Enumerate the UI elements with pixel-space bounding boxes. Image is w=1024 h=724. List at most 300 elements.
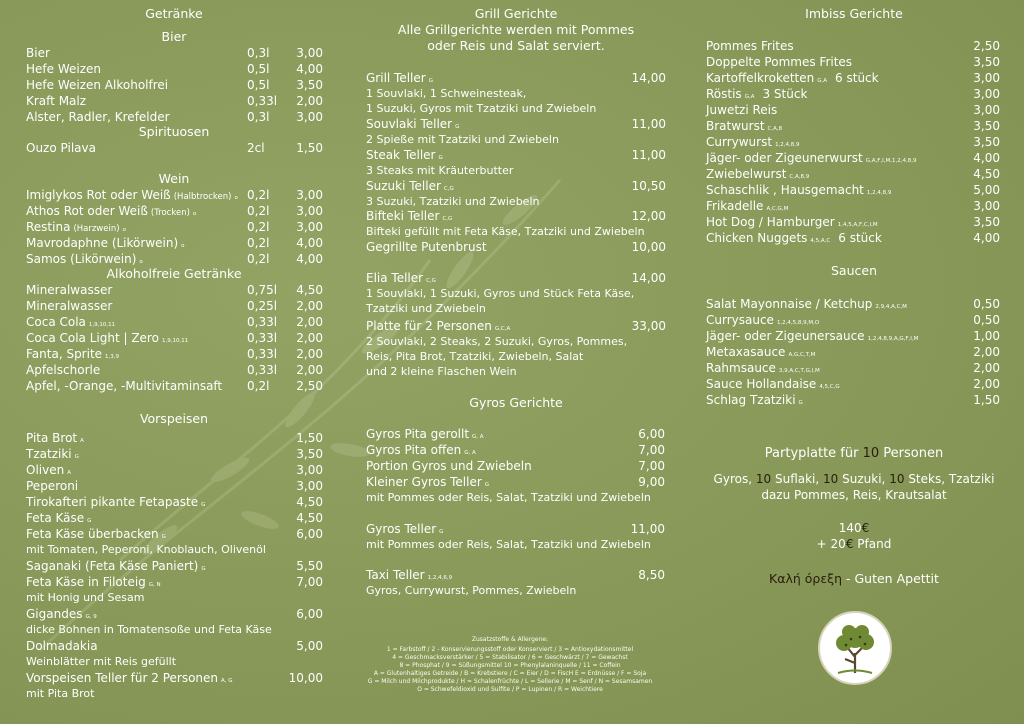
allergen-codes: o	[139, 259, 143, 265]
item-price: 3,00	[973, 103, 1000, 117]
item-price: 3,00	[296, 479, 323, 493]
allergen-codes: o	[192, 211, 197, 217]
allergen-codes: A, G	[221, 678, 233, 684]
item-name: Pommes Frites	[706, 39, 794, 53]
menu-item	[26, 378, 323, 394]
item-name: Bratwurst C,A,8	[706, 119, 783, 133]
item-price: 11,00	[631, 117, 666, 131]
item-note: (Harzwein)	[73, 224, 120, 234]
allergen-codes: G	[439, 529, 444, 535]
item-volume: 0,2l	[247, 188, 270, 202]
allergen-codes: o	[234, 195, 238, 201]
allergen-codes: G	[201, 502, 206, 508]
menu-item	[26, 187, 323, 203]
item-price: 6,00	[296, 607, 323, 621]
item-volume: 0,33l	[247, 363, 278, 377]
menu-item	[26, 140, 323, 156]
item-price: 3,00	[973, 71, 1000, 85]
item-price: 0,50	[973, 313, 1000, 327]
item-name: Elia Teller C,G	[366, 271, 436, 285]
allergen-codes: o	[181, 243, 185, 249]
item-name: Kartoffelkroketten G,A 6 stück	[706, 71, 879, 85]
allergen-codes: G	[484, 482, 490, 488]
item-price: 3,00	[973, 87, 1000, 101]
item-price: 7,00	[638, 443, 665, 457]
allergen-codes: 1,9,10,11	[161, 338, 189, 344]
menu-item	[26, 314, 323, 330]
item-name: Dolmadakia	[26, 639, 98, 653]
allergen-codes: 1,2,4,6,9	[427, 575, 453, 581]
item-name: Gyros Teller G	[366, 522, 444, 536]
allergen-codes: o	[122, 227, 126, 233]
item-name: Suzuki Teller C,G	[366, 179, 454, 193]
menu-item	[366, 318, 666, 334]
item-name: Coca Cola 1,9,10,11	[26, 315, 116, 329]
item-price: 7,00	[296, 575, 323, 589]
item-description: 2 Souvlaki, 2 Steaks, 2 Suzuki, Gyros, Pommes,	[366, 335, 628, 348]
item-price: 3,00	[296, 204, 323, 218]
item-price: 11,00	[630, 522, 665, 536]
menu-item	[26, 251, 323, 267]
item-price: 1,50	[296, 141, 323, 155]
legend-line: G = Milch und Milchprodukte / H = Schalenfrüchte / L = Sellerie / M = Senf / N = Sesamsamen	[367, 678, 653, 685]
allergen-codes: G, 9	[85, 614, 97, 620]
menu-item	[706, 70, 1000, 86]
olive-tree-logo	[818, 611, 892, 685]
allergen-codes: C,G	[442, 216, 453, 222]
item-name: Feta Käse in Filoteig G, N	[26, 575, 161, 589]
item-price: 2,00	[296, 331, 323, 345]
menu-item	[26, 494, 323, 510]
menu-item	[26, 638, 323, 654]
menu-item	[706, 166, 1000, 182]
menu-item	[706, 376, 1000, 392]
allergen-codes: G	[428, 78, 433, 84]
subsection-spirits: Spirituosen	[138, 124, 210, 139]
item-description: 3 Suzuki, Tzatziki und Zwiebeln	[366, 195, 540, 208]
item-description: mit Tomaten, Peperoni, Knoblauch, Olivenöl	[26, 543, 266, 556]
item-price: 14,00	[631, 271, 666, 285]
item-volume: 0,5l	[247, 62, 270, 76]
section-title-snacks: Imbiss Gerichte	[805, 6, 903, 21]
item-name: Schaschlik , Hausgemacht 1,2,4,8,9	[706, 183, 892, 197]
menu-item	[706, 230, 1000, 246]
item-volume: 0,2l	[247, 220, 270, 234]
item-price: 6,00	[296, 527, 323, 541]
menu-item	[26, 478, 323, 494]
item-volume: 0,3l	[247, 110, 270, 124]
item-name: Apfel, -Orange, -Multivitaminsaft	[26, 379, 223, 393]
item-price: 4,00	[973, 231, 1000, 245]
item-name: Mavrodaphne (Likörwein) o	[26, 236, 185, 250]
item-name: Kraft Malz	[26, 94, 87, 108]
menu-item	[26, 235, 323, 251]
allergen-codes: G, A	[472, 434, 484, 440]
item-price: 4,00	[296, 252, 323, 266]
allergen-codes: G	[201, 566, 206, 572]
section-title-gyros: Gyros Gerichte	[469, 395, 563, 410]
item-name: Oliven A	[26, 463, 71, 477]
menu-item	[706, 150, 1000, 166]
menu-item	[706, 134, 1000, 150]
allergen-codes: G	[74, 454, 79, 460]
allergen-codes: G,C,A	[494, 326, 511, 332]
item-name: Apfelschorle	[26, 363, 101, 377]
item-price: 5,00	[296, 639, 323, 653]
allergen-codes: G, N	[148, 582, 161, 588]
menu-item	[26, 93, 323, 109]
item-price: 9,00	[638, 475, 665, 489]
item-name: Platte für 2 Personen G,C,A	[366, 319, 511, 333]
item-price: 8,50	[638, 568, 665, 582]
item-price: 3,50	[296, 447, 323, 461]
item-price: 0,50	[973, 297, 1000, 311]
item-name: Bier	[26, 46, 50, 60]
menu-item	[26, 282, 323, 298]
grill-intro-line2: oder Reis und Salat serviert.	[427, 38, 605, 53]
item-price: 2,00	[973, 361, 1000, 375]
menu-item	[366, 70, 666, 86]
allergen-codes: 1,4,5,A,F,C,I,M	[837, 222, 878, 228]
menu-item	[26, 109, 323, 125]
allergen-codes: G	[438, 155, 443, 161]
item-price: 3,00	[973, 199, 1000, 213]
item-name: Jäger- oder Zigeunersauce 1,2,4,8,9,A,G,F,I,M	[706, 329, 919, 343]
item-name: Pita Brot A	[26, 431, 84, 445]
item-volume: 0,5l	[247, 78, 270, 92]
item-price: 2,50	[296, 379, 323, 393]
menu-item	[706, 86, 1000, 102]
item-name: Peperoni	[26, 479, 79, 493]
item-price: 2,00	[296, 94, 323, 108]
menu-item	[26, 362, 323, 378]
menu-item	[706, 296, 1000, 312]
section-title-starters: Vorspeisen	[139, 411, 209, 426]
item-price: 4,50	[296, 495, 323, 509]
party-platter-contents: Gyros, 10 Suflaki, 10 Suzuki, 10 Steks, Tzatziki	[713, 472, 995, 486]
menu-item	[706, 182, 1000, 198]
allergen-legend	[360, 636, 660, 694]
menu-item	[366, 270, 666, 286]
allergen-codes: C,G	[426, 278, 436, 284]
party-platter-sides: dazu Pommes, Reis, Krautsalat	[761, 488, 947, 502]
item-description: mit Pommes oder Reis, Salat, Tzatziki und Zwiebeln	[366, 491, 651, 504]
item-price: 3,50	[973, 119, 1000, 133]
item-name: Mineralwasser	[26, 283, 113, 297]
item-name: Restina (Harzwein) o	[26, 220, 126, 234]
item-name: Currywurst 1,2,4,8,9	[706, 135, 800, 149]
menu-item	[706, 312, 1000, 328]
item-name: Feta Käse überbacken G	[26, 527, 166, 541]
menu-item	[706, 392, 1000, 408]
section-title-drinks: Getränke	[145, 6, 203, 21]
menu-item	[26, 219, 323, 235]
party-platter-price: 140€	[838, 521, 870, 535]
menu-item	[26, 558, 323, 574]
menu-item	[26, 45, 323, 61]
item-volume: 0,25l	[247, 299, 278, 313]
item-name: Gegrillte Putenbrust	[366, 240, 487, 254]
item-quantity: 6 stück	[838, 231, 882, 245]
menu-item	[366, 567, 665, 583]
allergen-codes: G	[798, 400, 803, 406]
item-price: 5,00	[973, 183, 1000, 197]
item-description: mit Pommes oder Reis, Salat, Tzatziki und Zwiebeln	[366, 538, 651, 551]
item-name: Hefe Weizen Alkoholfrei	[26, 78, 169, 92]
allergen-codes: 1,2,4,8,9	[775, 142, 800, 148]
menu-item	[26, 446, 323, 462]
item-price: 3,00	[296, 110, 323, 124]
item-name: Taxi Teller 1,2,4,6,9	[366, 568, 453, 582]
item-name: Hot Dog / Hamburger 1,4,5,A,F,C,I,M	[706, 215, 878, 229]
item-price: 3,50	[973, 55, 1000, 69]
item-price: 12,00	[631, 209, 666, 223]
item-name: Mineralwasser	[26, 299, 113, 313]
allergen-codes: C,A,8,9	[789, 174, 810, 180]
item-name: Imiglykos Rot oder Weiß (Halbtrocken) o	[26, 188, 238, 202]
menu-item	[26, 61, 323, 77]
menu-item	[706, 360, 1000, 376]
menu-item	[366, 426, 665, 442]
item-price: 4,00	[973, 151, 1000, 165]
item-name: Salat Mayonnaise / Ketchup 2,9,4,A,C,M	[706, 297, 907, 311]
item-name: Jäger- oder Zigeunerwurst G,A,F,I,M,1,2,4,8,9	[706, 151, 917, 165]
item-name: Ouzo Pilava	[26, 141, 96, 155]
item-name: Coca Cola Light | Zero 1,9,10,11	[26, 331, 189, 345]
item-price: 2,00	[973, 377, 1000, 391]
item-note: (Halbtrocken)	[173, 192, 232, 202]
item-name: Schlag Tzatziki G	[706, 393, 803, 407]
allergen-codes: A,G,C,T,M	[788, 352, 816, 358]
item-price: 1,50	[973, 393, 1000, 407]
subsection-soft-drinks: Alkoholfreie Getränke	[106, 266, 242, 281]
item-price: 2,00	[296, 363, 323, 377]
menu-item	[706, 54, 1000, 70]
item-name: Steak Teller G	[366, 148, 443, 162]
menu-item	[26, 462, 323, 478]
legend-line: O = Schwefeldioxid und Sulfite / P = Lupinen / R = Weichtiere	[417, 686, 603, 693]
item-price: 3,00	[296, 46, 323, 60]
item-name: Tirokafteri pikante Fetapaste G	[26, 495, 206, 509]
menu-item	[706, 198, 1000, 214]
section-title-sauces: Saucen	[830, 263, 877, 278]
item-note: (Trocken)	[150, 208, 190, 218]
item-price: 2,00	[296, 347, 323, 361]
allergen-codes: G,A	[817, 78, 828, 84]
item-price: 3,00	[296, 220, 323, 234]
menu-item	[26, 298, 323, 314]
allergen-codes: G, A	[464, 450, 476, 456]
item-price: 10,00	[288, 671, 323, 685]
item-price: 4,00	[296, 62, 323, 76]
item-name: Athos Rot oder Weiß (Trocken) o	[26, 204, 197, 218]
allergen-codes: G,A,F,I,M,1,2,4,8,9	[865, 158, 917, 164]
menu-item	[26, 606, 323, 622]
menu-item	[26, 510, 323, 526]
menu-item	[26, 430, 323, 446]
grill-intro-line1: Alle Grillgerichte werden mit Pommes	[397, 22, 635, 37]
item-price: 4,00	[296, 236, 323, 250]
item-name: Gyros Pita offen G, A	[366, 443, 476, 457]
item-quantity: 3 Stück	[762, 87, 808, 101]
menu-item	[366, 178, 666, 194]
item-volume: 0,2l	[247, 236, 270, 250]
item-volume: 0,33l	[247, 331, 278, 345]
item-price: 3,50	[296, 78, 323, 92]
item-description: Bifteki gefüllt mit Feta Käse, Tzatziki und Zwiebeln	[366, 225, 645, 238]
item-description: mit Honig und Sesam	[26, 591, 145, 604]
item-description: 1 Suzuki, Gyros mit Tzatziki und Zwiebeln	[366, 102, 597, 115]
item-price: 4,50	[973, 167, 1000, 181]
item-volume: 0,33l	[247, 94, 278, 108]
olive-tree-icon	[820, 613, 890, 683]
item-description: 1 Souvlaki, 1 Suzuki, Gyros und Stück Feta Käse,	[366, 287, 635, 300]
allergen-codes: 1,9,10,11	[88, 322, 116, 328]
allergen-codes: 1,2,4,8,9	[866, 190, 892, 196]
item-name: Juwetzi Reis	[706, 103, 778, 117]
item-volume: 0,2l	[247, 204, 270, 218]
section-title-grill: Grill Gerichte	[474, 6, 558, 21]
menu-item	[366, 458, 665, 474]
item-description: mit Pita Brot	[26, 687, 95, 700]
menu-item	[366, 116, 666, 132]
item-name: Sauce Hollandaise 4,5,C,G	[706, 377, 840, 391]
item-name: Vorspeisen Teller für 2 Personen A, G	[26, 671, 233, 685]
subsection-beer: Bier	[161, 29, 187, 44]
legend-line: 4 = Geschmacksverstärker / 5 = Stabilisator / 6 = Geschwärzt / 7 = Gewachst	[392, 654, 628, 661]
item-name: Frikadelle A,C,G,M	[706, 199, 789, 213]
allergen-codes: 1,2,4,8,9,A,G,F,I,M	[867, 336, 919, 342]
item-name: Alster, Radler, Krefelder	[26, 110, 170, 124]
allergen-codes: 1,2,4,5,8,9,M,O	[776, 320, 820, 326]
item-price: 2,00	[296, 315, 323, 329]
item-price: 6,00	[638, 427, 665, 441]
menu-item	[26, 77, 323, 93]
allergen-codes: A	[67, 470, 71, 476]
item-price: 1,50	[296, 431, 323, 445]
item-description: dicke Bohnen in Tomatensoße und Feta Käse	[26, 623, 272, 636]
allergen-codes: C,A,8	[767, 126, 783, 132]
allergen-codes: 4,5,A,C	[810, 238, 831, 244]
item-name: Grill Teller G	[366, 71, 433, 85]
allergen-codes: 3,9,A,C,T,G,I,M	[778, 368, 820, 374]
item-description: Gyros, Currywurst, Pommes, Zwiebeln	[366, 584, 577, 597]
item-name: Currysauce 1,2,4,5,8,9,M,O	[706, 313, 820, 327]
item-name: Feta Käse G	[26, 511, 92, 525]
item-name: Saganaki (Feta Käse Paniert) G	[26, 559, 206, 573]
item-price: 3,50	[973, 215, 1000, 229]
item-name: Bifteki Teller C,G	[366, 209, 453, 223]
subsection-wine: Wein	[158, 171, 190, 186]
item-volume: 2cl	[247, 141, 265, 155]
menu-item	[366, 208, 666, 224]
item-price: 5,50	[296, 559, 323, 573]
item-price: 3,00	[296, 463, 323, 477]
allergen-codes: G,A	[744, 94, 755, 100]
item-name: Rahmsauce 3,9,A,C,T,G,I,M	[706, 361, 820, 375]
item-price: 33,00	[631, 319, 666, 333]
menu-item	[366, 442, 665, 458]
menu-item	[26, 330, 323, 346]
allergen-codes: 1,3,9	[105, 354, 120, 360]
legend-line: A = Glutenhaltiges Getreide / B = Krebstiere / C = Eier / D = FiscH E = Erdnüsse / F = Soja	[373, 670, 647, 677]
menu-item	[26, 203, 323, 219]
item-price: 11,00	[631, 148, 666, 162]
item-name: Hefe Weizen	[26, 62, 101, 76]
item-name: Samos (Likörwein) o	[26, 252, 143, 266]
menu-item	[366, 474, 665, 490]
item-price: 10,50	[631, 179, 666, 193]
item-name: Röstis G,A 3 Stück	[706, 87, 808, 101]
item-description: Reis, Pita Brot, Tzatziki, Zwiebeln, Salat	[366, 350, 584, 363]
item-name: Metaxasauce A,G,C,T,M	[706, 345, 816, 359]
item-name: Kleiner Gyros Teller G	[366, 475, 490, 489]
item-volume: 0,33l	[247, 347, 278, 361]
item-description: Tzatziki und Zwiebeln	[366, 302, 486, 315]
legend-line: 1 = Farbstoff / 2 - Konservierungsstoff oder Konserviert / 3 = Antioxydationsmittel	[386, 646, 634, 653]
item-price: 1,00	[973, 329, 1000, 343]
item-volume: 0,33l	[247, 315, 278, 329]
allergen-codes: G	[87, 518, 92, 524]
item-volume: 0,75l	[247, 283, 278, 297]
menu-item	[706, 214, 1000, 230]
item-name: Fanta, Sprite 1,3,9	[26, 347, 120, 361]
menu-item	[706, 328, 1000, 344]
menu-item	[366, 521, 665, 537]
menu-item	[26, 670, 323, 686]
legend-line: 8 = Phosphat / 9 = Süßungsmittel 10 = Phenylalaninquelle / 11 = Coffein	[399, 662, 621, 669]
menu-item	[366, 147, 666, 163]
menu-item	[26, 526, 323, 542]
menu-item	[366, 239, 666, 255]
item-volume: 0,3l	[247, 46, 270, 60]
allergen-codes: C,G	[443, 186, 454, 192]
item-description: 2 Spieße mit Tzatziki und Zwiebeln	[366, 133, 559, 146]
allergen-codes: A	[80, 438, 84, 444]
legend-line: Zusatzstoffe & Allergene:	[471, 636, 549, 643]
item-name: Zwiebelwurst C,A,8,9	[706, 167, 810, 181]
item-description: 1 Souvlaki, 1 Schweinesteak,	[366, 87, 527, 100]
item-volume: 0,2l	[247, 379, 270, 393]
menu-item	[26, 574, 323, 590]
item-price: 2,00	[973, 345, 1000, 359]
item-name: Tzatziki G	[26, 447, 79, 461]
item-price: 4,50	[296, 283, 323, 297]
item-name: Chicken Nuggets 4,5,A,C 6 stück	[706, 231, 882, 245]
allergen-codes: A,C,G,M	[766, 206, 789, 212]
item-price: 3,00	[296, 188, 323, 202]
menu-item	[706, 118, 1000, 134]
item-description: 3 Steaks mit Kräuterbutter	[366, 164, 514, 177]
item-price: 10,00	[631, 240, 666, 254]
item-name: Souvlaki Teller G	[366, 117, 460, 131]
allergen-codes: G	[161, 534, 166, 540]
item-volume: 0,2l	[247, 252, 270, 266]
item-name: Doppelte Pommes Frites	[706, 55, 853, 69]
item-price: 14,00	[631, 71, 666, 85]
allergen-codes: 4,5,C,G	[819, 384, 840, 390]
item-price: 2,00	[296, 299, 323, 313]
item-price: 4,50	[296, 511, 323, 525]
menu-item	[706, 102, 1000, 118]
item-description: und 2 kleine Flaschen Wein	[366, 365, 517, 378]
menu-item	[26, 346, 323, 362]
party-platter-title: Partyplatte für 10 Personen	[764, 446, 944, 461]
item-name: Portion Gyros und Zwiebeln	[366, 459, 532, 473]
greeting: Καλή όρεξη - Guten Apettit	[769, 571, 939, 586]
allergen-codes: G	[455, 124, 460, 130]
party-platter-deposit: + 20€ Pfand	[816, 537, 892, 551]
